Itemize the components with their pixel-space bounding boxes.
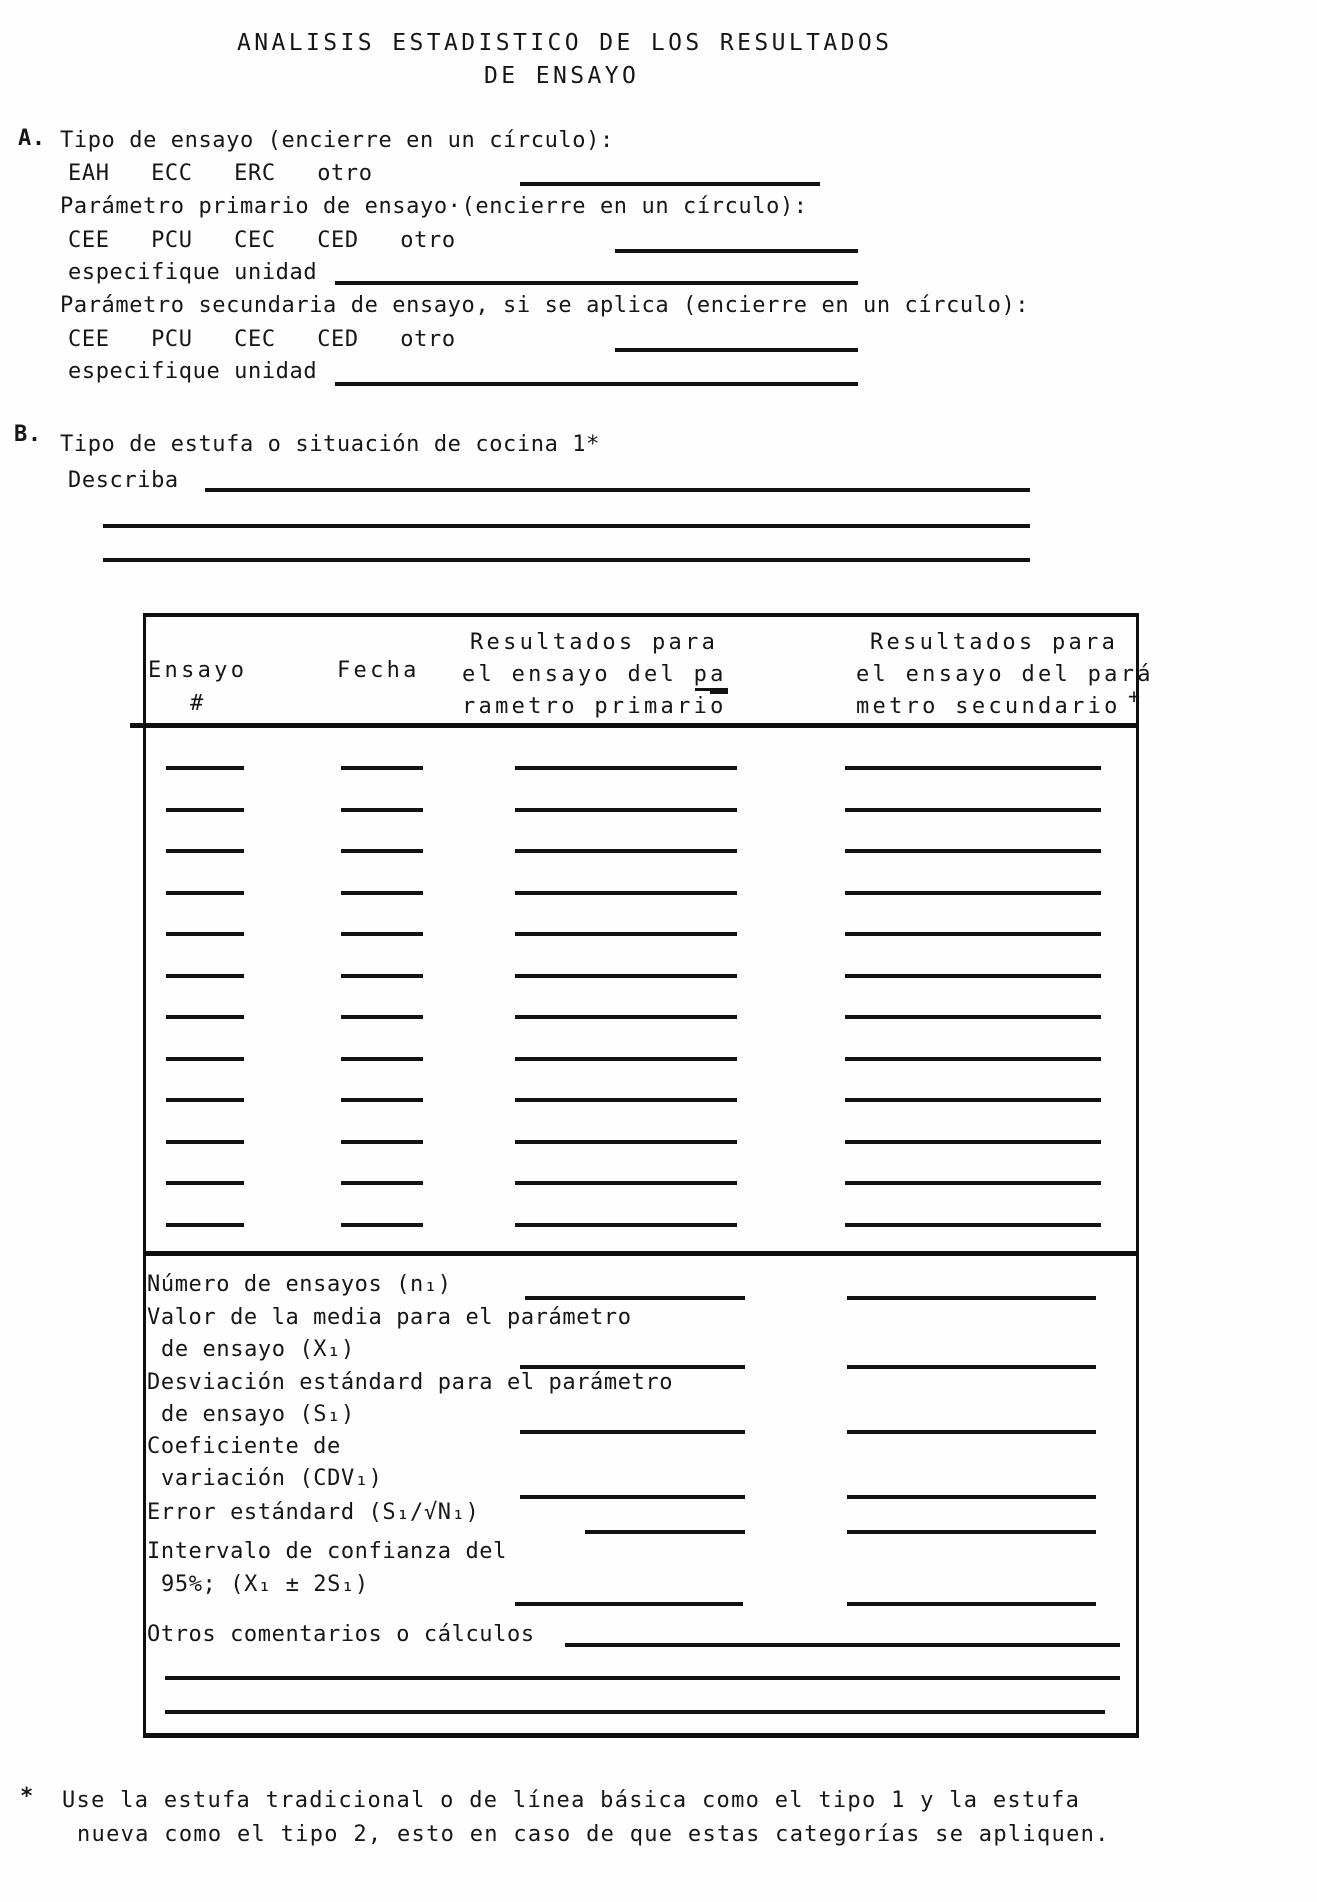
blank-field xyxy=(166,1181,244,1185)
summary-row2-label-line1: Valor de la media para el parámetro xyxy=(147,1305,632,1330)
blank-field xyxy=(515,1181,737,1185)
describe-label: Describa xyxy=(68,468,179,493)
blank-field xyxy=(335,281,858,285)
summary-row7-label: Otros comentarios o cálculos xyxy=(147,1622,535,1647)
section-a-prompt: Tipo de ensayo (encierre en un círculo): xyxy=(60,128,614,153)
blank-field xyxy=(565,1643,1120,1647)
blank-field xyxy=(515,1140,737,1144)
blank-field xyxy=(845,1098,1101,1102)
blank-field xyxy=(166,1223,244,1227)
blank-field xyxy=(585,1530,745,1534)
blank-field xyxy=(166,808,244,812)
blank-field xyxy=(845,1181,1101,1185)
blank-field xyxy=(166,1140,244,1144)
blank-field xyxy=(520,1365,745,1369)
blank-field xyxy=(845,1015,1101,1019)
header-col3-line2: el ensayo del pa xyxy=(462,662,727,687)
secondary-parameter-options: CEE PCU CEC CED otro xyxy=(68,327,456,352)
blank-field xyxy=(615,249,858,253)
footnote-marker: * xyxy=(20,1784,35,1809)
blank-field xyxy=(335,382,858,386)
blank-field xyxy=(845,849,1101,853)
header-divider xyxy=(130,723,1138,728)
blank-field xyxy=(166,1098,244,1102)
blank-field xyxy=(341,891,423,895)
blank-field xyxy=(845,1057,1101,1061)
blank-field xyxy=(845,1140,1101,1144)
blank-field xyxy=(341,849,423,853)
header-col4-line3: metro secundario xyxy=(856,694,1121,719)
blank-field xyxy=(515,891,737,895)
blank-field xyxy=(845,932,1101,936)
summary-row3-label-line2: de ensayo (S₁) xyxy=(161,1402,355,1427)
blank-field xyxy=(847,1430,1096,1434)
blank-field xyxy=(845,891,1101,895)
footnote-line2: nueva como el tipo 2, esto en caso de que estas categorías se apliquen. xyxy=(77,1822,1110,1847)
blank-field xyxy=(515,1057,737,1061)
summary-row3-label-line1: Desviación estándard para el parámetro xyxy=(147,1370,674,1395)
blank-field xyxy=(166,1057,244,1061)
primary-parameter-options: CEE PCU CEC CED otro xyxy=(68,228,456,253)
test-type-options: EAH ECC ERC otro xyxy=(68,161,373,186)
blank-field xyxy=(341,1181,423,1185)
header-col4-line1: Resultados para xyxy=(870,630,1119,655)
blank-field xyxy=(341,1140,423,1144)
blank-field xyxy=(525,1296,745,1300)
blank-field xyxy=(341,932,423,936)
summary-row6-label-line1: Intervalo de confianza del xyxy=(147,1539,507,1564)
blank-field xyxy=(341,1098,423,1102)
blank-field xyxy=(341,808,423,812)
blank-field xyxy=(166,974,244,978)
summary-row1-label: Número de ensayos (n₁) xyxy=(147,1272,452,1297)
header-col4-line2: el ensayo del pará xyxy=(856,662,1154,687)
section-a-label: A. xyxy=(18,126,46,151)
blank-field xyxy=(520,1495,745,1499)
summary-row4-label-line1: Coeficiente de xyxy=(147,1434,341,1459)
summary-row4-label-line2: variación (CDV₁) xyxy=(161,1466,383,1491)
blank-field xyxy=(341,1057,423,1061)
blank-field xyxy=(847,1495,1096,1499)
blank-field xyxy=(845,766,1101,770)
blank-field xyxy=(515,849,737,853)
header-ensayo: Ensayo xyxy=(148,658,248,683)
footnote-line1: Use la estufa tradicional o de línea básica como el tipo 1 y la estufa xyxy=(62,1788,1081,1813)
blank-field xyxy=(341,1015,423,1019)
blank-field xyxy=(515,766,737,770)
header-col3-line1: Resultados para xyxy=(470,630,719,655)
blank-field xyxy=(165,1710,1105,1714)
header-fecha: Fecha xyxy=(337,658,420,683)
primary-parameter-prompt: Parámetro primario de ensayo·(encierre en un círculo): xyxy=(60,194,808,219)
blank-field xyxy=(166,766,244,770)
blank-field xyxy=(515,1602,743,1606)
blank-field xyxy=(847,1530,1096,1534)
results-table xyxy=(143,613,1139,1738)
blank-field xyxy=(341,974,423,978)
header-ensayo-number: # xyxy=(190,691,207,716)
blank-field xyxy=(847,1296,1096,1300)
scan-stray-mark: + xyxy=(1128,684,1141,708)
blank-field xyxy=(165,1676,1120,1680)
blank-field xyxy=(615,348,858,352)
blank-field xyxy=(166,1015,244,1019)
summary-row2-label-line2: de ensayo (X₁) xyxy=(161,1337,355,1362)
summary-divider xyxy=(143,1251,1136,1256)
blank-field xyxy=(520,182,820,186)
blank-field xyxy=(515,808,737,812)
blank-field xyxy=(845,1223,1101,1227)
secondary-parameter-prompt: Parámetro secundaria de ensayo, si se aplica (encierre en un círculo): xyxy=(60,293,1030,318)
blank-field xyxy=(515,1015,737,1019)
blank-field xyxy=(845,808,1101,812)
blank-field xyxy=(515,1098,737,1102)
blank-field xyxy=(341,1223,423,1227)
blank-field xyxy=(205,488,1030,492)
blank-field xyxy=(847,1365,1096,1369)
blank-field xyxy=(166,849,244,853)
summary-row5-label: Error estándard (S₁/√N₁) xyxy=(147,1500,480,1525)
blank-field xyxy=(341,766,423,770)
blank-field xyxy=(845,974,1101,978)
header-col3-line3: rametro primario xyxy=(462,694,727,719)
section-b-prompt: Tipo de estufa o situación de cocina 1* xyxy=(60,432,600,457)
blank-field xyxy=(166,932,244,936)
section-b-label: B. xyxy=(14,422,42,447)
unit-label-secondary: especifique unidad xyxy=(68,359,318,384)
blank-field xyxy=(103,558,1030,562)
page-title-line1: ANALISIS ESTADISTICO DE LOS RESULTADOS xyxy=(237,30,893,56)
unit-label-primary: especifique unidad xyxy=(68,260,318,285)
blank-field xyxy=(847,1602,1096,1606)
blank-field xyxy=(515,932,737,936)
blank-field xyxy=(515,1223,737,1227)
page-title-line2: DE ENSAYO xyxy=(484,63,640,89)
blank-field xyxy=(520,1430,745,1434)
blank-field xyxy=(515,974,737,978)
summary-row6-label-line2: 95%; (X₁ ± 2S₁) xyxy=(161,1572,369,1597)
blank-field xyxy=(103,524,1030,528)
blank-field xyxy=(166,891,244,895)
hyphen-continuation-overline xyxy=(710,691,728,694)
